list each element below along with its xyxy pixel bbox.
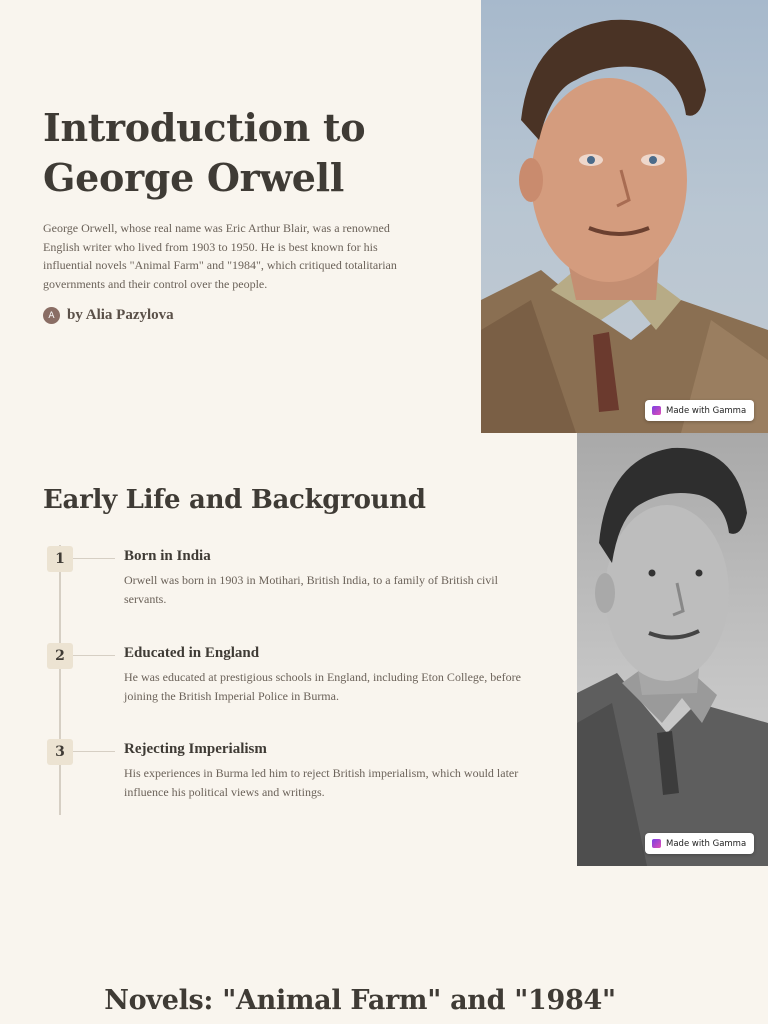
timeline-item: [47, 739, 527, 819]
author-name: by Alia Pazylova: [67, 307, 174, 323]
intro-title: Introduction to George Orwell: [43, 105, 366, 200]
timeline-connector: [73, 558, 115, 559]
gamma-badge-label: Made with Gamma: [666, 838, 747, 849]
intro-description: George Orwell, whose real name was Eric Arthur Blair, was a renowned English writer who lived from 1903 to 1950. He is best known for his influential novels "Animal Farm" and "1984", which critiqued totalitarian governments and their control over the people.: [43, 221, 397, 291]
portrait-illustration-color: [481, 0, 768, 433]
gamma-badge-label: Made with Gamma: [666, 405, 747, 416]
timeline-heading: Born in India: [124, 548, 211, 564]
timeline-text: Orwell was born in 1903 in Motihari, British India, to a family of British civil servants.: [124, 573, 498, 606]
timeline-item: [47, 546, 527, 626]
timeline-text: He was educated at prestigious schools in England, including Eton College, before joining the British Imperial Police in Burma.: [124, 670, 521, 703]
author-byline: [43, 307, 174, 324]
timeline-text: His experiences in Burma led him to reject British imperialism, which would later influence his political views and writings.: [124, 766, 519, 799]
gamma-logo-icon: [652, 406, 661, 415]
timeline-heading: Educated in England: [124, 645, 260, 661]
made-with-gamma-badge[interactable]: [645, 833, 754, 854]
orwell-bw-portrait: [577, 433, 768, 866]
timeline-number: 1: [47, 546, 73, 572]
timeline-heading: Rejecting Imperialism: [124, 741, 267, 757]
portrait-illustration-bw: [577, 433, 768, 866]
timeline-number: 2: [47, 643, 73, 669]
gamma-logo-icon: [652, 839, 661, 848]
orwell-color-portrait: [481, 0, 768, 433]
timeline-item: [47, 643, 527, 723]
timeline-number: 3: [47, 739, 73, 765]
timeline-connector: [73, 751, 115, 752]
timeline-connector: [73, 655, 115, 656]
made-with-gamma-badge[interactable]: [645, 400, 754, 421]
author-avatar: A: [43, 307, 60, 324]
novels-title: Novels: "Animal Farm" and "1984": [104, 985, 616, 1016]
early-life-title: Early Life and Background: [43, 485, 426, 515]
